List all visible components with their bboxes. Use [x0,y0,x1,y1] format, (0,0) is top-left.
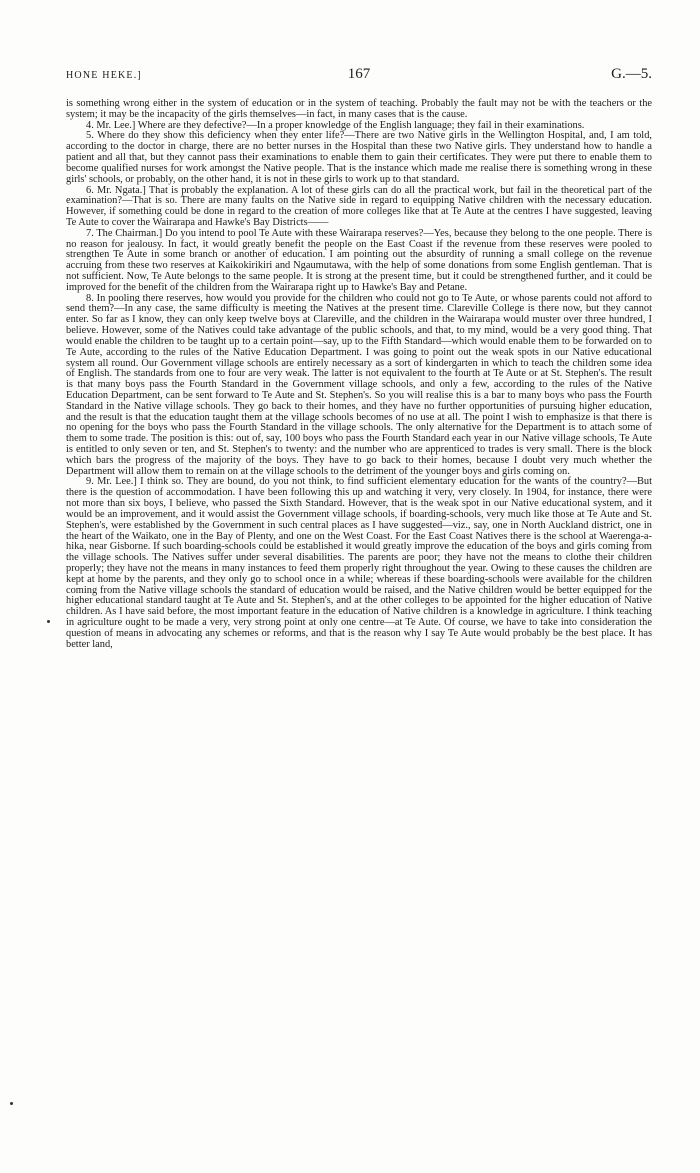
margin-speck [10,1102,13,1105]
margin-speck [47,620,50,623]
page-header [66,66,652,88]
body-text [66,99,652,650]
paragraph-8: 8. In pooling there reserves, how would you provide for the children who could not go to Te Aute, or whose parents could not afford to send them?—In any case, the same difficulty is meeting the Natives at the present time. Clareville College is there now, but they cannot enter. So far as I know, they can only keep twelve boys at Clareville, and the children in the Wairarapa would muster over three hundred, I believe. However, some of the Natives could take advantage of the public schools, and that, to my mind, would be a very good thing. That would enable the children to be taught up to a certain point—say, up to the Fifth Standard—which would enable them to be forwarded on to Te Aute, according to the rules of the Native Education Department. I was going to point out the weak spots in our Native educational system all round. Our Government village schools are entirely necessary as a sort of kindergarten in which to teach the children some idea of English. The standards from one to four are very weak. The latter is not equivalent to the fourth at Te Aute or at St. Stephen's. The result is that many boys pass the Fourth Standard in the Government village schools, and only a few, according to the rules of the Native Education Department, can be sent forward to Te Aute and St. Stephen's. So you will realise this is a bar to many boys who pass the Fourth Standard in the Native village schools. They go back to their homes, and they have no further opportunities of pursuing higher education, and the result is that the education taught them at the village schools becomes of no use at all. The point I wish to emphasize is that there is no opening for the boys who pass the Fourth Standard in the village schools. The only alternative for the Department is to attach some of them to some trade. The position is this: out of, say, 100 boys who pass the Fourth Standard each year in our Native village schools, Te Aute is entitled to only seven or ten, and St. Stephen's to twenty: and the number who are apprenticed to trades is very small. There is the block which bars the progress of the majority of the boys. They have to go back to their homes, because I doubt very much whether the Department will allow them to remain on at the village schools to the detriment of the younger boys and girls coming on. [66,292,652,477]
running-head: HONE HEKE.] [66,70,142,81]
paragraph-4: 4. Mr. Lee.] Where are they defective?—In a proper knowledge of the English language; they fail in their examinations. [86,119,585,131]
paragraph-continuation: is something wrong either in the system of education or in the system of teaching. Probably the fault may not be with the teachers or the system; it may be the incapacity of the girls themselves—in fact, in many cases that is the cause. [66,98,652,120]
page-number: 167 [347,66,371,82]
document-reference: G.—5. [611,66,652,82]
paragraph-9: 9. Mr. Lee.] I think so. They are bound, do you not think, to find sufficient elementary education for the wants of the country?—But there is the question of accommodation. I have been following this up and watching it very, very closely. In 1904, for instance, there were not more than six boys, I believe, who passed the Sixth Standard. However, that is the weak spot in our Native educational system, and it would be an improvement, and it would assist the Government village schools, if boarding-schools, very much like those at Te Aute and St. Stephen's, were established by the Government in such central places as I have suggested—viz., say, one in North Auckland district, one in the heart of the Waikato, one in the Bay of Plenty, and one on the West Coast. For the East Coast Natives there is the school at Waerenga-a-hika, near Gisborne. If such boarding-schools could be established it would greatly improve the education of the boys and girls coming from the village schools. The Natives suffer under several disabilities. The parents are poor; they have not the means to clothe their children properly; they have not the means in many instances to feed them properly right throughout the year. Owing to these causes the children are kept at home by the parents, and they only go to school once in a while; whereas if these boarding-schools were available for the children coming from the Native village schools the standard of education would be raised, and the Native children would be better equipped for the higher educational standard taught at Te Aute and St. Stephen's, and at the other colleges to be appointed for the higher education of Native children. As I have said before, the most important feature in the education of Native children is a knowledge in agriculture. I think teaching in agriculture ought to be made a very, very strong point at only one centre—at Te Aute. Of course, we have to take into consideration the question of means in advocating any schemes or reforms, and that is the reason why I say Te Aute would probably be the best place. It has better land, [66,476,652,650]
paragraph-7: 7. The Chairman.] Do you intend to pool Te Aute with these Wairarapa reserves?—Yes, because they belong to the one people. There is no reason for jealousy. In fact, it would greatly benefit the people on the East Coast if the revenue from these reserves were pooled to strengthen Te Aute in some branch or another of education. I am pointing out the absurdity of running a small college on the revenue accruing from these two reserves at Kaikokirikiri and Ngaumutawa, with the help of some donations from some English gentleman. That is not sufficient. Now, Te Aute belongs to the same people. It is strong at the present time, but it could be strengthened further, and it could be improved for the benefit of the children from the Wairarapa right up to Hawke's Bay and Petane. [66,227,652,293]
paragraph-6: 6. Mr. Ngata.] That is probably the explanation. A lot of these girls can do all the practical work, but fail in the theoretical part of the examination?—That is so. There are many faults on the Native side in regard to equipping Native children with the necessary education. However, if something could be done in regard to the creation of more colleges like that at Te Aute at the centres I have suggested, leaving Te Aute to cover the Wairarapa and Hawke's Bay Districts—— [66,184,652,228]
paragraph-5: 5. Where do they show this deficiency when they enter life?—There are two Native girls in the Wellington Hospital, and, I am told, according to the doctor in charge, there are no better nurses in the Hospital than these two Native girls. They understand how to handle a patient and all that, but they cannot pass their examinations to enable them to gain their certificates. They were put there to enable them to become qualified nurses for work amongst the Native people. That is the instance which made me realise there is something wrong in these girls' schools, or probably, on the other hand, it is not in these girls to work up to that standard. [66,130,652,185]
